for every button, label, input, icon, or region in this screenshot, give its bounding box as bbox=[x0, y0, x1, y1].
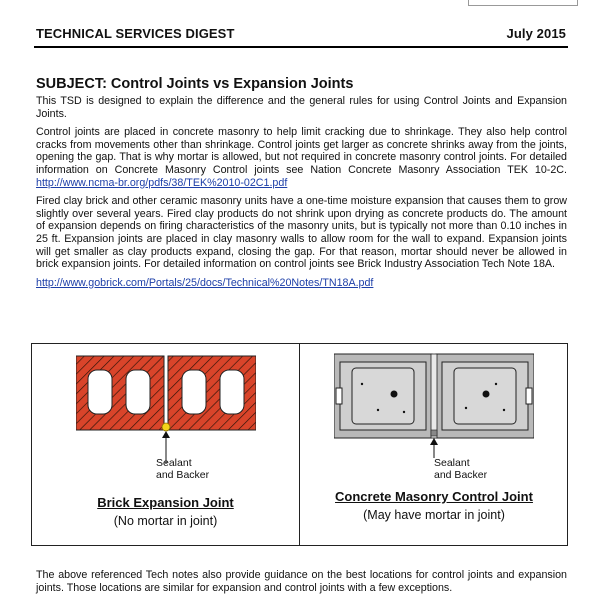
body-text bbox=[36, 95, 567, 295]
right-block bbox=[436, 354, 534, 438]
gobrick-link-paragraph bbox=[36, 277, 567, 290]
left-block bbox=[334, 354, 432, 438]
intro-paragraph: This TSD is designed to explain the difference and the general rules for using Control Joints and Expansion Joints. bbox=[36, 95, 567, 120]
top-edge-box bbox=[468, 0, 578, 6]
brick-expansion-joint-figure bbox=[76, 354, 256, 474]
concrete-figure-subtitle: (May have mortar in joint) bbox=[363, 508, 505, 522]
expansion-joint-paragraph: Fired clay brick and other ceramic masonry units have a one-time moisture expansion that causes them to grow slightly over several years. Fired clay products do not shrink upon drying as concrete products do. The amount of expansion depends on firing characteristics of the masonry units, but is typically not more than 0.10 inches in 25 ft. Expansion joints are placed in clay masonry walls to allow room for the wall to expand. Expansion joints will get smaller as clay products expand, closing the gap. For that reason, mortar should never be allowed in brick expansion joints. For detailed information on control joints see Brick Industry Association Tech Note 18A. bbox=[36, 195, 567, 271]
concrete-callout-line1: Sealant bbox=[434, 457, 470, 469]
header-rule bbox=[34, 46, 568, 48]
sealant-backer-dot bbox=[162, 423, 170, 431]
control-joint-paragraph bbox=[36, 126, 567, 189]
digest-title: TECHNICAL SERVICES DIGEST bbox=[36, 26, 235, 41]
subject-heading: SUBJECT: Control Joints vs Expansion Joints bbox=[36, 76, 354, 92]
callout-arrow bbox=[430, 438, 438, 445]
top-edge bbox=[0, 0, 600, 6]
brick-callout bbox=[156, 457, 209, 481]
control-joint-text: Control joints are placed in concrete masonry to help limit cracking due to shrinkage. They also help control cracks from movements other than shrinkage. Control joints get larger as concrete shrinks away from the joints, opening the gap. That is why mortar is allowed, but not required in concrete masonry control joints. For detailed information on Concrete Masonry Control joints see Nation Concrete Masonry Association TEK 10-2C. bbox=[36, 126, 567, 176]
left-brick bbox=[76, 356, 164, 430]
control-joint-gap bbox=[431, 354, 437, 438]
callout-arrow bbox=[162, 431, 170, 438]
footer-paragraph: The above referenced Tech notes also provide guidance on the best locations for control joints and expansion joints. Those locations are similar for expansion and control joints with a few exceptions. bbox=[36, 569, 567, 594]
brick-callout-line2: and Backer bbox=[156, 469, 210, 481]
sealant-backer-mark bbox=[431, 430, 437, 436]
figure-panel bbox=[31, 343, 568, 546]
concrete-figure-title: Concrete Masonry Control Joint bbox=[335, 489, 533, 504]
brick-figure-subtitle: (No mortar in joint) bbox=[113, 514, 218, 528]
brick-figure-title: Brick Expansion Joint bbox=[97, 495, 234, 510]
ncma-link[interactable]: http://www.ncma-br.org/pdfs/38/TEK%2010-02C1.pdf bbox=[36, 176, 288, 189]
digest-header bbox=[36, 26, 566, 42]
concrete-callout bbox=[434, 457, 487, 481]
concrete-callout-line2: and Backer bbox=[434, 469, 488, 481]
concrete-control-joint-figure bbox=[334, 352, 534, 462]
brick-callout-line1: Sealant bbox=[156, 457, 192, 469]
digest-date: July 2015 bbox=[506, 26, 566, 41]
right-brick bbox=[168, 356, 256, 430]
gobrick-link[interactable]: http://www.gobrick.com/Portals/25/docs/Technical%20Notes/TN18A.pdf bbox=[36, 276, 374, 289]
